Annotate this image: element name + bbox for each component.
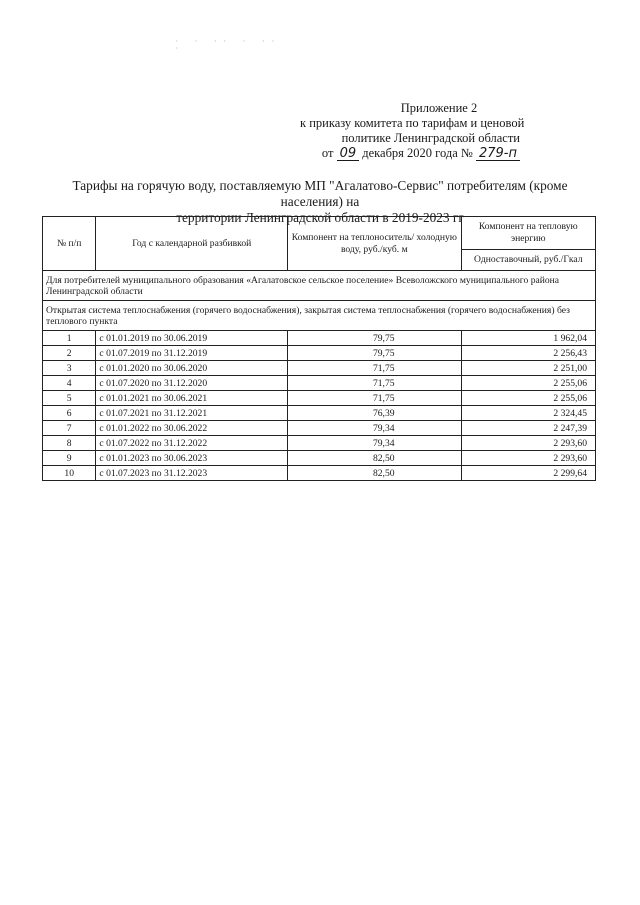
row-coolant: 82,50: [288, 451, 461, 466]
row-coolant: 71,75: [288, 391, 461, 406]
row-energy: 2 247,39: [461, 421, 595, 436]
row-coolant: 71,75: [288, 361, 461, 376]
row-period: с 01.01.2021 по 30.06.2021: [96, 391, 288, 406]
order-number-handwritten: 279-п: [476, 147, 520, 161]
scan-artifact: · · ·· · ·· ·: [175, 38, 281, 52]
row-num: 3: [43, 361, 96, 376]
row-energy: 2 256,43: [461, 346, 595, 361]
title-line-2: территории Ленинградской области в 2019-2023 гг: [176, 210, 464, 225]
row-num: 7: [43, 421, 96, 436]
table-row: [43, 346, 596, 361]
header-num: № п/п: [43, 217, 96, 271]
row-num: 6: [43, 406, 96, 421]
row-energy: 2 251,00: [461, 361, 595, 376]
header-energy: Компонент на тепловую энергию: [461, 217, 595, 250]
row-period: с 01.01.2022 по 30.06.2022: [96, 421, 288, 436]
row-energy: 2 293,60: [461, 451, 595, 466]
row-period: с 01.01.2019 по 30.06.2019: [96, 331, 288, 346]
row-num: 8: [43, 436, 96, 451]
row-energy: 2 324,45: [461, 406, 595, 421]
table-row: [43, 406, 596, 421]
tariff-table: [42, 216, 596, 481]
header-coolant: Компонент на теплоноситель/ холодную воду, руб./куб. м: [288, 217, 461, 271]
row-energy: 2 255,06: [461, 391, 595, 406]
row-energy: 2 299,64: [461, 466, 595, 481]
row-coolant: 79,75: [288, 331, 461, 346]
table-row: [43, 361, 596, 376]
date-rest: декабря 2020 года №: [362, 146, 473, 160]
table-row: [43, 331, 596, 346]
row-period: с 01.07.2021 по 31.12.2021: [96, 406, 288, 421]
consumers-row: Для потребителей муниципального образования «Агалатовское сельское поселение» Всеволожского муниципального района Ленинградской области: [43, 271, 596, 301]
row-period: с 01.01.2023 по 30.06.2023: [96, 451, 288, 466]
title-line-1: Тарифы на горячую воду, поставляемую МП "Агалатово-Сервис" потребителям (кроме населения) на: [72, 178, 568, 209]
row-period: с 01.07.2019 по 31.12.2019: [96, 346, 288, 361]
row-period: с 01.01.2020 по 30.06.2020: [96, 361, 288, 376]
row-num: 10: [43, 466, 96, 481]
table-row: [43, 391, 596, 406]
row-num: 2: [43, 346, 96, 361]
row-energy: 2 293,60: [461, 436, 595, 451]
date-day-handwritten: 09: [337, 147, 360, 161]
table-row: [43, 421, 596, 436]
row-num: 4: [43, 376, 96, 391]
table-row: [43, 466, 596, 481]
row-coolant: 79,34: [288, 436, 461, 451]
row-period: с 01.07.2022 по 31.12.2022: [96, 436, 288, 451]
row-coolant: 79,34: [288, 421, 461, 436]
row-period: с 01.07.2020 по 31.12.2020: [96, 376, 288, 391]
row-period: с 01.07.2023 по 31.12.2023: [96, 466, 288, 481]
table-row: [43, 436, 596, 451]
row-coolant: 79,75: [288, 346, 461, 361]
date-prefix: от: [321, 146, 334, 160]
row-energy: 2 255,06: [461, 376, 595, 391]
row-energy: 1 962,04: [461, 331, 595, 346]
row-num: 5: [43, 391, 96, 406]
row-coolant: 71,75: [288, 376, 461, 391]
table-row: [43, 451, 596, 466]
table-row: [43, 376, 596, 391]
row-num: 9: [43, 451, 96, 466]
row-coolant: 82,50: [288, 466, 461, 481]
appendix-title: Приложение 2: [400, 101, 478, 115]
appendix-line-1: к приказу комитета по тарифам и ценовой: [300, 116, 525, 130]
row-coolant: 76,39: [288, 406, 461, 421]
appendix-line-2: политике Ленинградской области: [341, 131, 520, 145]
row-num: 1: [43, 331, 96, 346]
header-period: Год с календарной разбивкой: [96, 217, 288, 271]
appendix-date-line: [300, 146, 520, 161]
appendix-block: [300, 101, 525, 161]
header-energy-sub: Одноставочный, руб./Гкал: [461, 250, 595, 271]
system-type-row: Открытая система теплоснабжения (горячего водоснабжения), закрытая система теплоснабжения (горячего водоснабжения) без теплового пункта: [43, 301, 596, 331]
